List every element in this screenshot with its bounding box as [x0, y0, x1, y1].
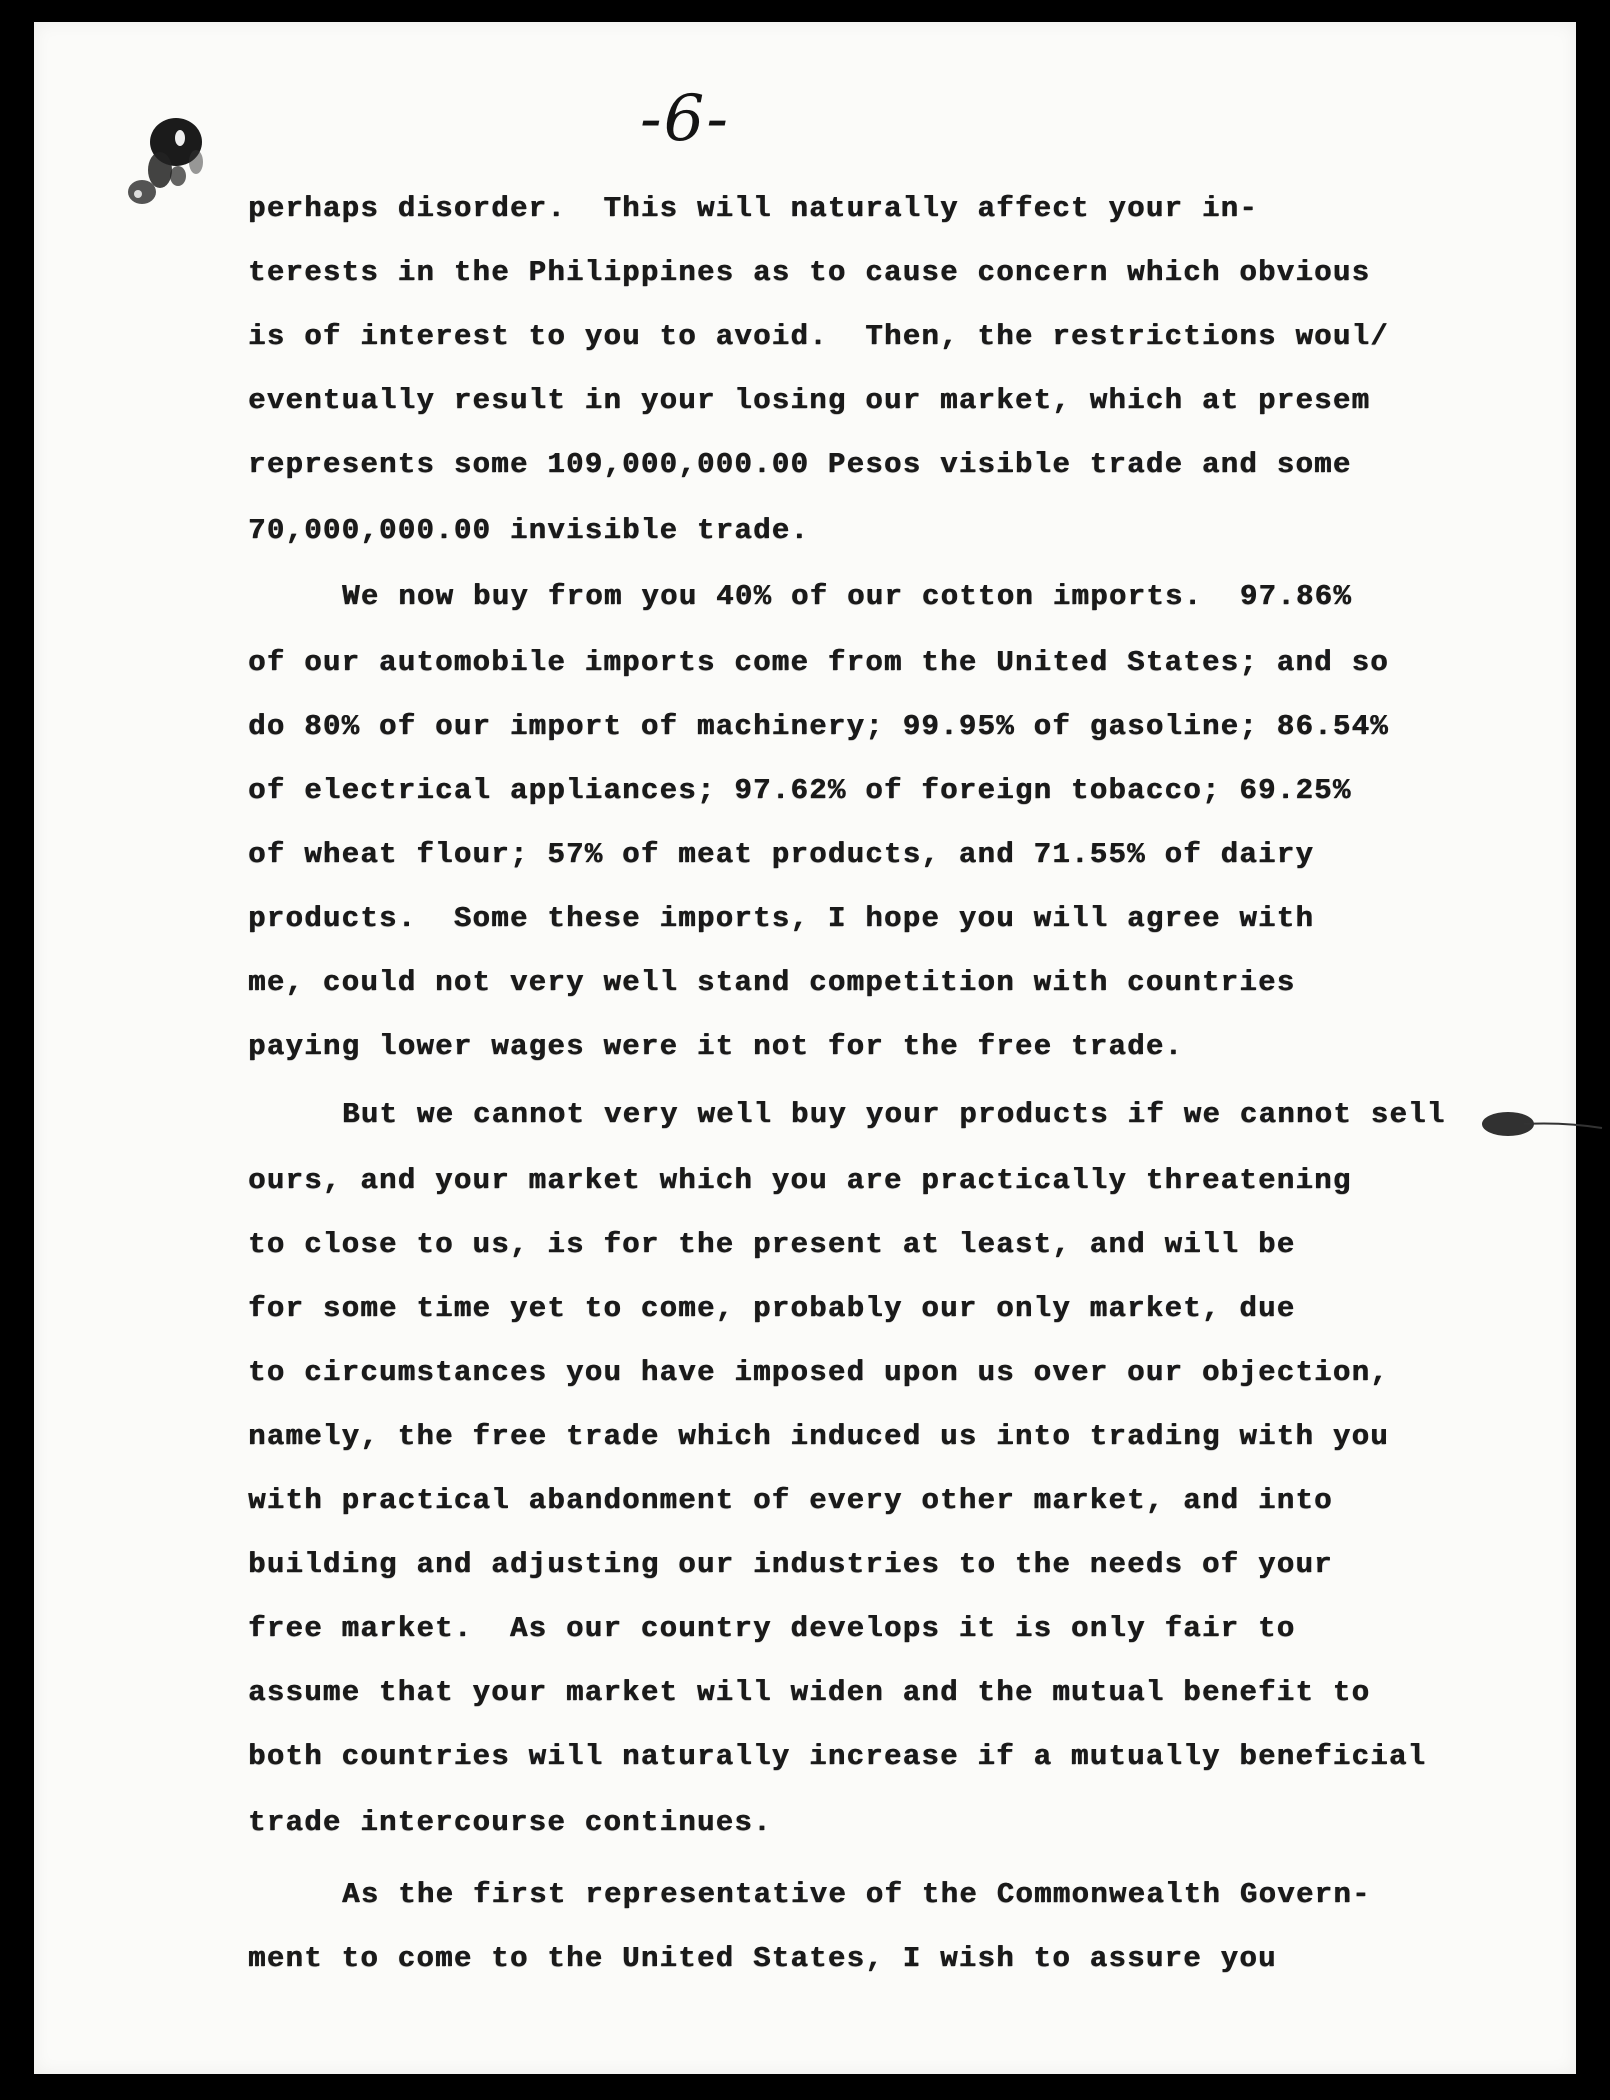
text-line: do 80% of our import of machinery; 99.95% of gasoline; 86.54%	[248, 710, 1389, 743]
text-line: 70,000,000.00 invisible trade.	[248, 514, 810, 547]
text-line: terests in the Philippines as to cause concern which obvious	[248, 256, 1371, 289]
text-line: ours, and your market which you are practically threatening	[248, 1164, 1352, 1197]
text-line: of our automobile imports come from the United States; and so	[248, 646, 1389, 679]
text-line: to circumstances you have imposed upon us over our objection,	[248, 1356, 1389, 1389]
text-line: is of interest to you to avoid. Then, the restrictions woul/	[248, 320, 1389, 353]
text-line: with practical abandonment of every other market, and into	[248, 1484, 1333, 1517]
page-number: -6-	[640, 82, 730, 156]
text-line: building and adjusting our industries to the needs of your	[248, 1548, 1333, 1581]
text-line: trade intercourse continues.	[248, 1806, 772, 1839]
text-line: for some time yet to come, probably our only market, due	[248, 1292, 1296, 1325]
text-line: me, could not very well stand competition with countries	[248, 966, 1296, 999]
text-line: to close to us, is for the present at least, and will be	[248, 1228, 1296, 1261]
text-line: paying lower wages were it not for the free trade.	[248, 1030, 1184, 1063]
text-line: ment to come to the United States, I wish to assure you	[248, 1942, 1277, 1975]
text-line: free market. As our country develops it is only fair to	[248, 1612, 1296, 1645]
text-line: of electrical appliances; 97.62% of foreign tobacco; 69.25%	[248, 774, 1352, 807]
text-line: We now buy from you 40% of our cotton imports. 97.86%	[342, 580, 1352, 613]
text-line: But we cannot very well buy your products if we cannot sell	[342, 1098, 1446, 1131]
text-line: namely, the free trade which induced us into trading with you	[248, 1420, 1389, 1453]
text-line: assume that your market will widen and the mutual benefit to	[248, 1676, 1371, 1709]
text-line: eventually result in your losing our market, which at presem	[248, 384, 1371, 417]
text-line: products. Some these imports, I hope you will agree with	[248, 902, 1315, 935]
text-line: As the first representative of the Commonwealth Govern-	[342, 1878, 1371, 1911]
text-line: perhaps disorder. This will naturally affect your in-	[248, 192, 1258, 225]
text-line: of wheat flour; 57% of meat products, and 71.55% of dairy	[248, 838, 1315, 871]
text-line: both countries will naturally increase if a mutually beneficial	[248, 1740, 1427, 1773]
text-line: represents some 109,000,000.00 Pesos visible trade and some	[248, 448, 1352, 481]
